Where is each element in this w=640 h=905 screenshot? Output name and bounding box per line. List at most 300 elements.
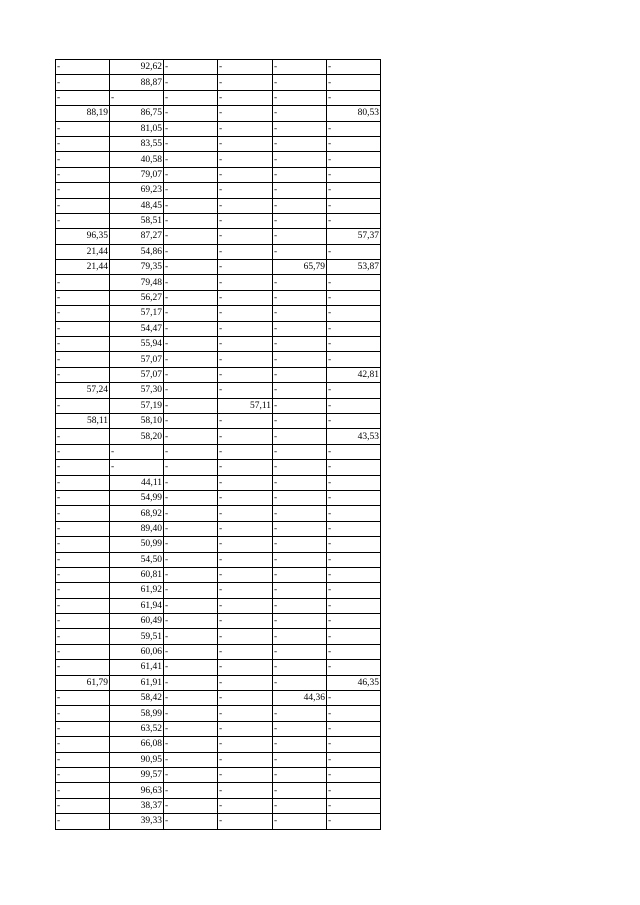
table-cell: - <box>273 475 327 490</box>
table-cell: - <box>56 121 110 136</box>
table-row <box>56 290 381 305</box>
table-cell: - <box>56 167 110 182</box>
table-cell: - <box>273 614 327 629</box>
table-cell: - <box>56 752 110 767</box>
table-cell: - <box>327 75 381 90</box>
table-cell: - <box>218 660 273 675</box>
table-cell: - <box>56 660 110 675</box>
table-cell: - <box>164 429 218 444</box>
table-cell: 39,33 <box>110 814 164 829</box>
table-cell: - <box>218 506 273 521</box>
table-cell: - <box>327 321 381 336</box>
table-cell: - <box>164 691 218 706</box>
table-row <box>56 691 381 706</box>
table-cell: - <box>218 183 273 198</box>
table-cell: - <box>56 367 110 382</box>
table-cell: - <box>56 352 110 367</box>
table-cell: - <box>110 460 164 475</box>
table-cell: - <box>273 306 327 321</box>
table-cell: - <box>327 413 381 428</box>
table-cell: 87,27 <box>110 229 164 244</box>
table-cell: - <box>327 90 381 105</box>
table-cell: - <box>218 706 273 721</box>
table-cell: - <box>218 752 273 767</box>
table-cell: 68,92 <box>110 506 164 521</box>
table-row <box>56 675 381 690</box>
table-cell: - <box>327 460 381 475</box>
table-cell: - <box>218 691 273 706</box>
table-cell: 54,99 <box>110 490 164 505</box>
table-cell: - <box>164 244 218 259</box>
table-row <box>56 537 381 552</box>
table-cell: - <box>218 121 273 136</box>
table-cell: - <box>164 136 218 151</box>
table-cell: - <box>327 721 381 736</box>
table-cell: - <box>56 398 110 413</box>
table-cell: 83,55 <box>110 136 164 151</box>
table-row <box>56 352 381 367</box>
table-cell: - <box>56 198 110 213</box>
table-cell: - <box>164 644 218 659</box>
table-cell: - <box>273 767 327 782</box>
table-cell: - <box>273 90 327 105</box>
table-cell: 89,40 <box>110 521 164 536</box>
table-cell: - <box>164 260 218 275</box>
table-cell: 57,17 <box>110 306 164 321</box>
table-cell: - <box>273 213 327 228</box>
table-cell: 46,35 <box>327 675 381 690</box>
table-cell: - <box>164 213 218 228</box>
table-cell: - <box>273 444 327 459</box>
table-cell: - <box>56 444 110 459</box>
table-cell: - <box>218 475 273 490</box>
table-cell: - <box>218 60 273 75</box>
data-table <box>55 59 381 830</box>
table-cell: - <box>218 767 273 782</box>
table-cell: - <box>164 767 218 782</box>
table-cell: 79,48 <box>110 275 164 290</box>
table-cell: 50,99 <box>110 537 164 552</box>
table-cell: 96,35 <box>56 229 110 244</box>
table-cell: - <box>218 106 273 121</box>
table-cell: - <box>56 644 110 659</box>
table-cell: 57,11 <box>218 398 273 413</box>
table-row <box>56 306 381 321</box>
table-cell: - <box>164 614 218 629</box>
table-cell: - <box>56 691 110 706</box>
table-cell: - <box>218 229 273 244</box>
table-cell: - <box>218 814 273 829</box>
table-cell: - <box>56 183 110 198</box>
table-cell: 66,08 <box>110 737 164 752</box>
table-cell: 54,47 <box>110 321 164 336</box>
table-cell: - <box>327 629 381 644</box>
table-cell: - <box>327 444 381 459</box>
table-cell: - <box>56 321 110 336</box>
table-cell: 61,79 <box>56 675 110 690</box>
table-cell: - <box>273 352 327 367</box>
table-row <box>56 398 381 413</box>
table-cell: - <box>164 598 218 613</box>
table-cell: - <box>327 337 381 352</box>
table-row <box>56 814 381 829</box>
table-cell: - <box>218 614 273 629</box>
table-cell: - <box>218 598 273 613</box>
table-cell: - <box>273 567 327 582</box>
table-cell: - <box>164 60 218 75</box>
table-cell: - <box>110 444 164 459</box>
table-cell: - <box>327 583 381 598</box>
table-cell: - <box>273 644 327 659</box>
table-cell: - <box>218 413 273 428</box>
table-row <box>56 260 381 275</box>
table-cell: - <box>218 444 273 459</box>
table-cell: - <box>273 183 327 198</box>
table-cell: - <box>273 383 327 398</box>
table-cell: - <box>56 598 110 613</box>
table-cell: - <box>164 183 218 198</box>
table-cell: - <box>273 398 327 413</box>
table-cell: 21,44 <box>56 260 110 275</box>
table-cell: - <box>218 337 273 352</box>
table-cell: 81,05 <box>110 121 164 136</box>
table-cell: - <box>273 552 327 567</box>
table-cell: - <box>327 737 381 752</box>
table-cell: - <box>164 229 218 244</box>
table-cell: - <box>164 675 218 690</box>
table-cell: - <box>164 783 218 798</box>
table-row <box>56 767 381 782</box>
table-cell: - <box>273 152 327 167</box>
table-cell: - <box>164 321 218 336</box>
table-cell: - <box>327 490 381 505</box>
table-cell: - <box>327 537 381 552</box>
table-cell: - <box>327 152 381 167</box>
table-cell: - <box>273 737 327 752</box>
table-cell: - <box>164 814 218 829</box>
table-row <box>56 706 381 721</box>
table-cell: - <box>56 290 110 305</box>
table-cell: 60,81 <box>110 567 164 582</box>
table-row <box>56 598 381 613</box>
table-cell: - <box>327 183 381 198</box>
table-cell: - <box>56 60 110 75</box>
table-cell: 58,42 <box>110 691 164 706</box>
table-cell: - <box>218 260 273 275</box>
table-cell: - <box>56 521 110 536</box>
table-cell: 99,57 <box>110 767 164 782</box>
table-row <box>56 444 381 459</box>
table-cell: - <box>273 706 327 721</box>
table-cell: 61,94 <box>110 598 164 613</box>
table-row <box>56 413 381 428</box>
table-cell: 54,86 <box>110 244 164 259</box>
table-cell: 57,24 <box>56 383 110 398</box>
table-cell: - <box>164 121 218 136</box>
table-row <box>56 229 381 244</box>
table-cell: - <box>56 552 110 567</box>
table-cell: - <box>218 198 273 213</box>
table-cell: - <box>327 167 381 182</box>
table-row <box>56 583 381 598</box>
table-cell: - <box>56 767 110 782</box>
table-cell: - <box>273 506 327 521</box>
table-cell: - <box>56 460 110 475</box>
table-cell: 61,41 <box>110 660 164 675</box>
table-cell: - <box>56 306 110 321</box>
table-cell: - <box>164 737 218 752</box>
table-cell: 58,10 <box>110 413 164 428</box>
table-cell: 58,20 <box>110 429 164 444</box>
table-cell: - <box>273 413 327 428</box>
table-cell: - <box>164 290 218 305</box>
table-cell: - <box>327 814 381 829</box>
table-cell: - <box>164 275 218 290</box>
table-cell: - <box>164 398 218 413</box>
table-cell: - <box>218 90 273 105</box>
table-cell: 80,53 <box>327 106 381 121</box>
table-cell: - <box>218 306 273 321</box>
table-cell: 61,92 <box>110 583 164 598</box>
table-cell: - <box>164 490 218 505</box>
table-cell: - <box>273 136 327 151</box>
table-cell: - <box>273 660 327 675</box>
table-cell: - <box>218 521 273 536</box>
table-cell: - <box>164 660 218 675</box>
table-cell: - <box>218 644 273 659</box>
table-cell: - <box>56 90 110 105</box>
table-row <box>56 752 381 767</box>
table-cell: - <box>273 60 327 75</box>
table-cell: - <box>164 583 218 598</box>
table-cell: - <box>218 367 273 382</box>
table-cell: - <box>327 398 381 413</box>
table-row <box>56 275 381 290</box>
table-cell: 55,94 <box>110 337 164 352</box>
table-row <box>56 90 381 105</box>
table-cell: 44,11 <box>110 475 164 490</box>
table-row <box>56 721 381 736</box>
table-cell: - <box>327 383 381 398</box>
table-cell: 57,07 <box>110 367 164 382</box>
table-row <box>56 244 381 259</box>
table-row <box>56 660 381 675</box>
table-cell: - <box>164 521 218 536</box>
table-row <box>56 60 381 75</box>
table-cell: - <box>56 506 110 521</box>
table-cell: - <box>327 213 381 228</box>
table-cell: - <box>327 290 381 305</box>
table-cell: 79,35 <box>110 260 164 275</box>
table-row <box>56 383 381 398</box>
table-cell: - <box>327 752 381 767</box>
table-cell: - <box>164 721 218 736</box>
table-row <box>56 475 381 490</box>
table-cell: - <box>327 198 381 213</box>
table-cell: 96,63 <box>110 783 164 798</box>
table-cell: - <box>56 275 110 290</box>
table-cell: - <box>273 629 327 644</box>
table-cell: - <box>164 198 218 213</box>
table-row <box>56 367 381 382</box>
table-cell: - <box>56 814 110 829</box>
table-cell: - <box>110 90 164 105</box>
table-cell: 86,75 <box>110 106 164 121</box>
table-row <box>56 152 381 167</box>
table-cell: - <box>273 583 327 598</box>
table-row <box>56 183 381 198</box>
table-cell: - <box>56 490 110 505</box>
table-cell: 79,07 <box>110 167 164 182</box>
table-cell: - <box>56 475 110 490</box>
table-row <box>56 460 381 475</box>
table-cell: - <box>56 337 110 352</box>
table-cell: - <box>273 783 327 798</box>
table-cell: - <box>164 798 218 813</box>
table-cell: 88,19 <box>56 106 110 121</box>
table-cell: - <box>218 537 273 552</box>
table-row <box>56 106 381 121</box>
table-cell: - <box>218 798 273 813</box>
table-cell: - <box>327 60 381 75</box>
table-cell: - <box>56 798 110 813</box>
table-row <box>56 629 381 644</box>
table-cell: 58,51 <box>110 213 164 228</box>
table-cell: - <box>273 675 327 690</box>
table-cell: - <box>164 413 218 428</box>
table-cell: - <box>218 737 273 752</box>
table-cell: - <box>218 583 273 598</box>
table-cell: - <box>327 475 381 490</box>
table-cell: 57,30 <box>110 383 164 398</box>
table-cell: - <box>56 567 110 582</box>
table-cell: - <box>273 121 327 136</box>
table-cell: - <box>273 244 327 259</box>
table-cell: - <box>273 798 327 813</box>
table-row <box>56 614 381 629</box>
table-cell: - <box>327 275 381 290</box>
table-cell: - <box>56 737 110 752</box>
table-row <box>56 213 381 228</box>
table-cell: - <box>327 352 381 367</box>
table-row <box>56 337 381 352</box>
table-row <box>56 490 381 505</box>
table-cell: - <box>327 121 381 136</box>
table-cell: - <box>218 552 273 567</box>
table-cell: - <box>273 752 327 767</box>
table-cell: - <box>164 367 218 382</box>
table-body <box>56 60 381 830</box>
table-cell: - <box>273 598 327 613</box>
table-cell: - <box>273 321 327 336</box>
table-row <box>56 552 381 567</box>
table-row <box>56 506 381 521</box>
table-cell: 44,36 <box>273 691 327 706</box>
table-cell: - <box>218 490 273 505</box>
table-cell: - <box>218 383 273 398</box>
table-cell: - <box>56 152 110 167</box>
table-cell: - <box>218 721 273 736</box>
table-cell: - <box>218 213 273 228</box>
table-cell: - <box>273 337 327 352</box>
table-cell: - <box>164 475 218 490</box>
table-cell: - <box>218 321 273 336</box>
table-cell: - <box>273 290 327 305</box>
table-cell: - <box>273 229 327 244</box>
table-cell: 57,19 <box>110 398 164 413</box>
table-cell: - <box>273 167 327 182</box>
table-cell: 42,81 <box>327 367 381 382</box>
table-cell: 53,87 <box>327 260 381 275</box>
table-cell: - <box>218 167 273 182</box>
table-row <box>56 783 381 798</box>
table-row <box>56 798 381 813</box>
table-cell: 60,06 <box>110 644 164 659</box>
table-row <box>56 121 381 136</box>
table-cell: 54,50 <box>110 552 164 567</box>
table-cell: - <box>164 90 218 105</box>
table-row <box>56 321 381 336</box>
table-row <box>56 198 381 213</box>
table-cell: 92,62 <box>110 60 164 75</box>
table-row <box>56 429 381 444</box>
table-cell: - <box>273 490 327 505</box>
table-cell: - <box>327 506 381 521</box>
table-cell: - <box>218 460 273 475</box>
table-cell: - <box>164 567 218 582</box>
table-row <box>56 136 381 151</box>
table-cell: - <box>164 106 218 121</box>
table-cell: - <box>164 537 218 552</box>
table-cell: - <box>273 814 327 829</box>
table-cell: - <box>164 352 218 367</box>
table-cell: - <box>56 537 110 552</box>
table-cell: - <box>164 444 218 459</box>
table-cell: - <box>56 583 110 598</box>
table-cell: - <box>327 598 381 613</box>
table-cell: - <box>218 244 273 259</box>
table-cell: 88,87 <box>110 75 164 90</box>
table-cell: 21,44 <box>56 244 110 259</box>
table-cell: - <box>218 567 273 582</box>
table-row <box>56 567 381 582</box>
table-cell: 65,79 <box>273 260 327 275</box>
table-cell: - <box>218 675 273 690</box>
table-cell: - <box>327 136 381 151</box>
table-cell: - <box>327 521 381 536</box>
table-row <box>56 75 381 90</box>
table-cell: 59,51 <box>110 629 164 644</box>
table-cell: 58,99 <box>110 706 164 721</box>
table-cell: - <box>164 460 218 475</box>
table-cell: 57,07 <box>110 352 164 367</box>
table-cell: - <box>327 767 381 782</box>
table-cell: - <box>327 706 381 721</box>
table-cell: - <box>164 152 218 167</box>
table-cell: 58,11 <box>56 413 110 428</box>
table-cell: - <box>273 429 327 444</box>
table-cell: - <box>164 552 218 567</box>
table-cell: - <box>218 629 273 644</box>
table-cell: - <box>56 213 110 228</box>
table-cell: - <box>327 660 381 675</box>
table-cell: - <box>218 783 273 798</box>
table-cell: - <box>164 706 218 721</box>
table-cell: - <box>273 521 327 536</box>
table-cell: - <box>56 721 110 736</box>
table-cell: 43,53 <box>327 429 381 444</box>
table-cell: - <box>273 275 327 290</box>
